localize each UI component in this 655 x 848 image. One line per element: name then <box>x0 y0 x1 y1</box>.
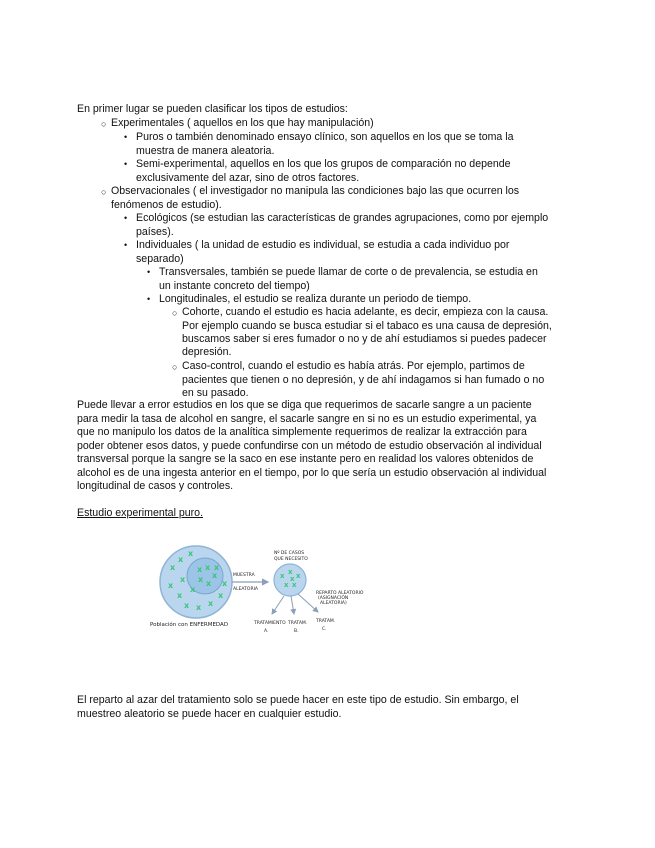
ncasos-label-1: Nº DE CASOS <box>274 551 305 556</box>
ecologicos-line-2: países). <box>136 226 174 238</box>
tratamiento-c-label: TRATAM. <box>316 619 336 624</box>
semi-line-2: exclusivamente del azar, sino de otros factores. <box>136 172 360 184</box>
hollow-bullet-icon: ○ <box>101 119 107 129</box>
ncasos-label-2: QUE NECESITO <box>274 557 308 562</box>
svg-text:x: x <box>280 572 285 580</box>
cohorte-line-3: buscamos saber si eres fumador o no y de ahí estudiamos si puedes padecer <box>182 333 547 345</box>
cohorte-line-4: depresión. <box>182 346 232 358</box>
dot-bullet-icon: • <box>124 240 128 250</box>
dot-bullet-icon: • <box>147 267 151 277</box>
muestra-label-2: ALEATORIA <box>233 587 258 592</box>
svg-text:x: x <box>177 591 183 600</box>
svg-text:x: x <box>188 549 194 558</box>
intro-text: En primer lugar se pueden clasificar los tipos de estudios: <box>77 103 348 115</box>
svg-text:x: x <box>205 563 211 572</box>
section-heading: Estudio experimental puro. <box>77 507 204 519</box>
observacionales-line-1: Observacionales ( el investigador no manipula las condiciones bajo las que ocurren los <box>111 185 520 197</box>
svg-text:x: x <box>198 575 204 584</box>
hollow-bullet-icon: ○ <box>101 187 107 197</box>
svg-text:x: x <box>184 601 190 610</box>
svg-text:x: x <box>296 572 301 580</box>
dot-bullet-icon: • <box>124 159 128 169</box>
svg-text:x: x <box>284 581 289 589</box>
svg-text:x: x <box>222 579 228 588</box>
cohorte-line-2: Por ejemplo cuando se busca estudiar si el tabaco es una causa de depresión, <box>182 320 552 332</box>
ecologicos-line-1: Ecológicos (se estudian las características de grandes agrupaciones, como por ejemplo <box>136 212 549 224</box>
reparto-label-1: REPARTO ALEATORIO <box>316 591 364 596</box>
svg-text:x: x <box>214 563 220 572</box>
svg-text:x: x <box>180 575 186 584</box>
svg-text:x: x <box>170 563 176 572</box>
hollow-bullet-icon: ○ <box>172 308 178 318</box>
paragraph-line-7: longitudinal de casos y controles. <box>77 480 234 492</box>
paragraph-line-1: Puede llevar a error estudios en los que se diga que requerimos de sacarle sangre a un paciente <box>77 399 532 411</box>
svg-text:x: x <box>206 579 212 588</box>
svg-text:x: x <box>197 565 203 574</box>
experimentales-label: Experimentales ( aquellos en los que hay manipulación) <box>111 117 374 129</box>
svg-text:x: x <box>168 581 174 590</box>
longitudinales-line: Longitudinales, el estudio se realiza durante un periodo de tiempo. <box>159 293 472 305</box>
individuales-line-1: Individuales ( la unidad de estudio es individual, se estudia a cada individuo por <box>136 239 510 251</box>
svg-text:x: x <box>178 555 184 564</box>
paragraph-line-4: poder obtener esos datos, y puede confundirse con un método de estudio observación al individual <box>77 440 542 452</box>
caso-line-1: Caso-control, cuando el estudio es había atrás. Por ejemplo, partimos de <box>182 360 525 372</box>
transversales-line-1: Transversales, también se puede llamar de corte o de prevalencia, se estudia en <box>159 266 538 278</box>
poblacion-label: Población con ENFERMEDAD <box>150 622 229 628</box>
paragraph-line-5: transversal porque la sangre se la saco en ese instante pero en realidad los valores obtenidos de <box>77 453 534 465</box>
svg-text:x: x <box>292 581 297 589</box>
dot-bullet-icon: • <box>124 213 128 223</box>
caso-line-2: pacientes que tienen o no depresión, y de ahí indagamos si han fumado o no <box>182 374 545 386</box>
svg-text:x: x <box>218 591 224 600</box>
tratamiento-a-letter: A. <box>264 629 269 634</box>
reparto-label-3: ALEATORIA) <box>320 601 347 606</box>
svg-text:x: x <box>190 585 196 594</box>
closing-line-1: El reparto al azar del tratamiento solo se puede hacer en este tipo de estudio. Sin embargo, el <box>77 694 519 706</box>
svg-text:x: x <box>212 571 218 580</box>
paragraph-line-6: alcohol es de una ingesta anterior en el tiempo, por lo que sería un estudio observación al individual <box>77 467 547 479</box>
puros-line-1: Puros o también denominado ensayo clínico, son aquellos en los que se toma la <box>136 131 514 143</box>
caso-line-3: en su pasado. <box>182 387 249 399</box>
individuales-line-2: separado) <box>136 253 184 265</box>
closing-line-2: muestreo aleatorio se puede hacer en cualquier estudio. <box>77 708 342 720</box>
dot-bullet-icon: • <box>124 132 128 142</box>
svg-text:x: x <box>290 575 295 583</box>
muestra-label-1: MUESTRA <box>233 573 255 578</box>
tratamiento-b-letter: B. <box>294 629 299 634</box>
svg-text:x: x <box>196 603 202 612</box>
paragraph-line-3: que no manipulo los datos de la analítica simplemente requerimos de realizar la extracción para <box>77 426 527 438</box>
study-design-diagram <box>150 540 380 640</box>
cohorte-line-1: Cohorte, cuando el estudio es hacia adelante, es decir, empieza con la causa. <box>182 306 549 318</box>
observacionales-line-2: fenómenos de estudio). <box>111 199 222 211</box>
dot-bullet-icon: • <box>147 294 151 304</box>
semi-line-1: Semi-experimental, aquellos en los que los grupos de comparación no depende <box>136 158 511 170</box>
tratamiento-b-label: TRATAM. <box>288 621 308 626</box>
reparto-label-2: (ASIGNACIÓN <box>318 596 349 601</box>
tratamiento-c-letter: C. <box>322 627 327 632</box>
svg-text:x: x <box>288 568 293 576</box>
transversales-line-2: un instante concreto del tiempo) <box>159 280 310 292</box>
svg-text:x: x <box>208 599 214 608</box>
puros-line-2: muestra de manera aleatoria. <box>136 145 275 157</box>
tratamiento-a-label: TRATAMIENTO <box>254 621 286 626</box>
hollow-bullet-icon: ○ <box>172 362 178 372</box>
paragraph-line-2: para medir la tasa de alcohol en sangre, el sacarle sangre en si no es un estudio experimental, ya <box>77 413 537 425</box>
